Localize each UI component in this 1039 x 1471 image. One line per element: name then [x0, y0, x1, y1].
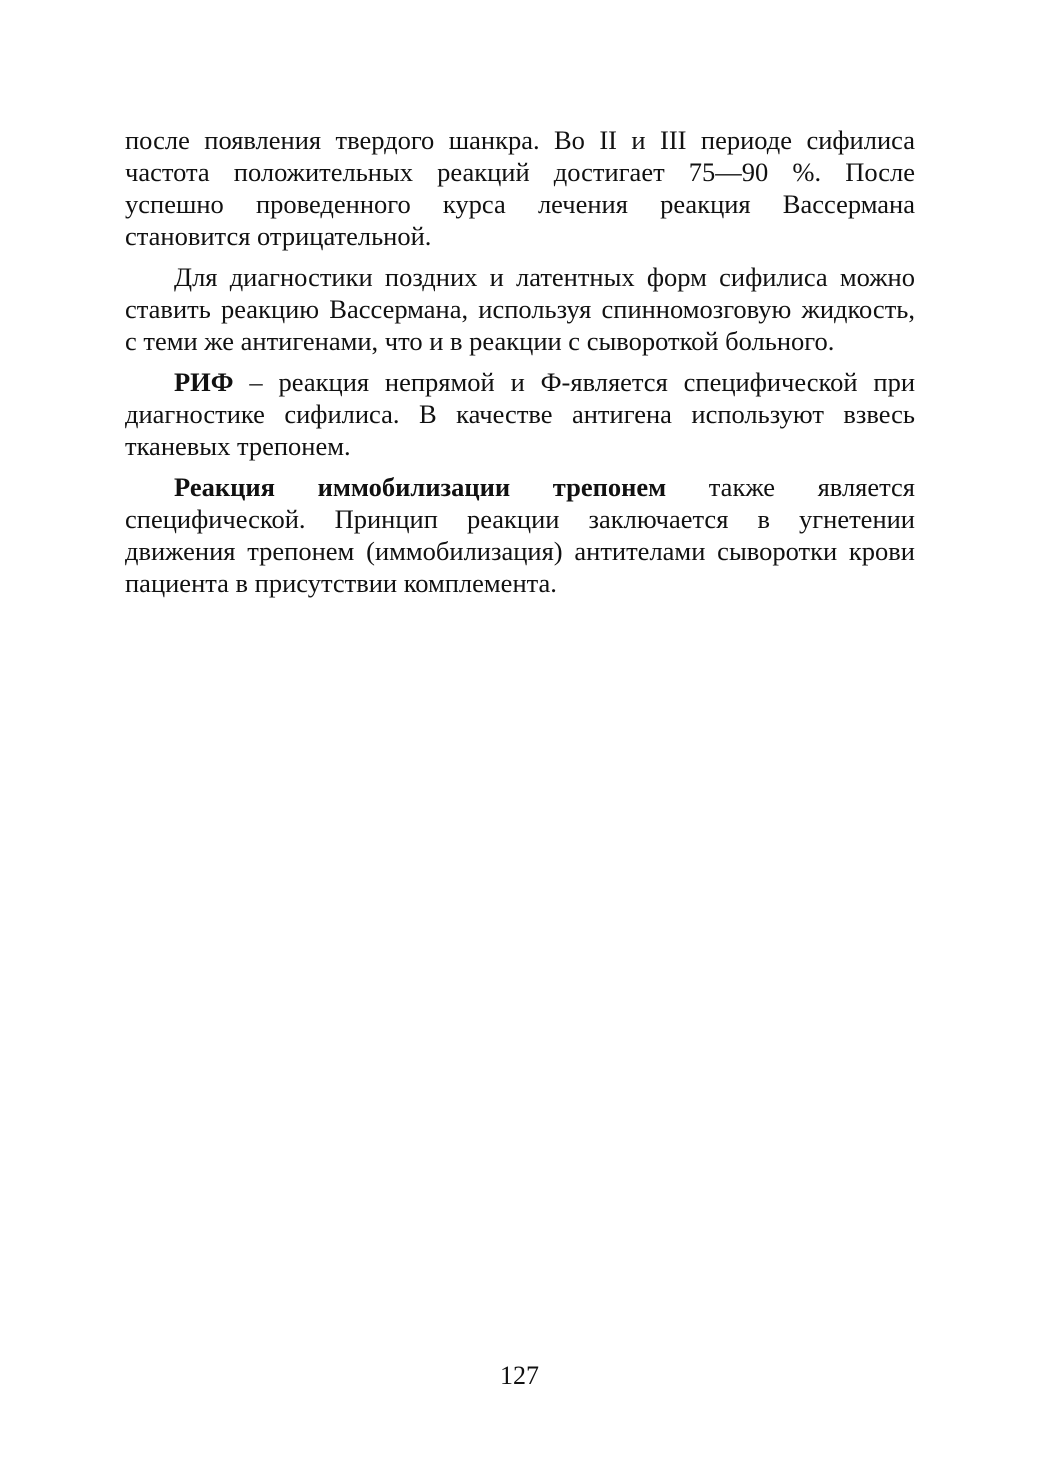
paragraph-3 [125, 366, 915, 462]
paragraph-4 [125, 471, 915, 599]
paragraph-2-text: Для диагностики поздних и латентных форм сифилиса можно ставить реакцию Вассермана, используя спинномозговую жидкость, с теми же антигенами, что и в реакции с сывороткой больного. [125, 262, 915, 356]
paragraph-3-text: – реакция непрямой и Ф-является специфической при диагностике сифилиса. В качестве антигена используют взвесь тканевых трепонем. [125, 367, 915, 461]
paragraph-2 [125, 261, 915, 357]
paragraph-4-term: Реакция иммобилизации трепонем [174, 472, 667, 502]
paragraph-1-text: после появления твердого шанкра. Во II и III периоде сифилиса частота положительных реакций достигает 75—90 %. После успешно проведенного курса лечения реакция Вассермана становится отрицательной. [125, 125, 915, 251]
page-number: 127 [500, 1361, 539, 1390]
body-text [125, 124, 915, 599]
paragraph-4-text: также является специфической. Принцип реакции заключается в угнетении движения трепонем (иммобилизация) антителами сыворотки крови пациента в присутствии комплемента. [125, 472, 915, 598]
paragraph-3-term: РИФ [174, 367, 234, 397]
paragraph-1 [125, 124, 915, 252]
